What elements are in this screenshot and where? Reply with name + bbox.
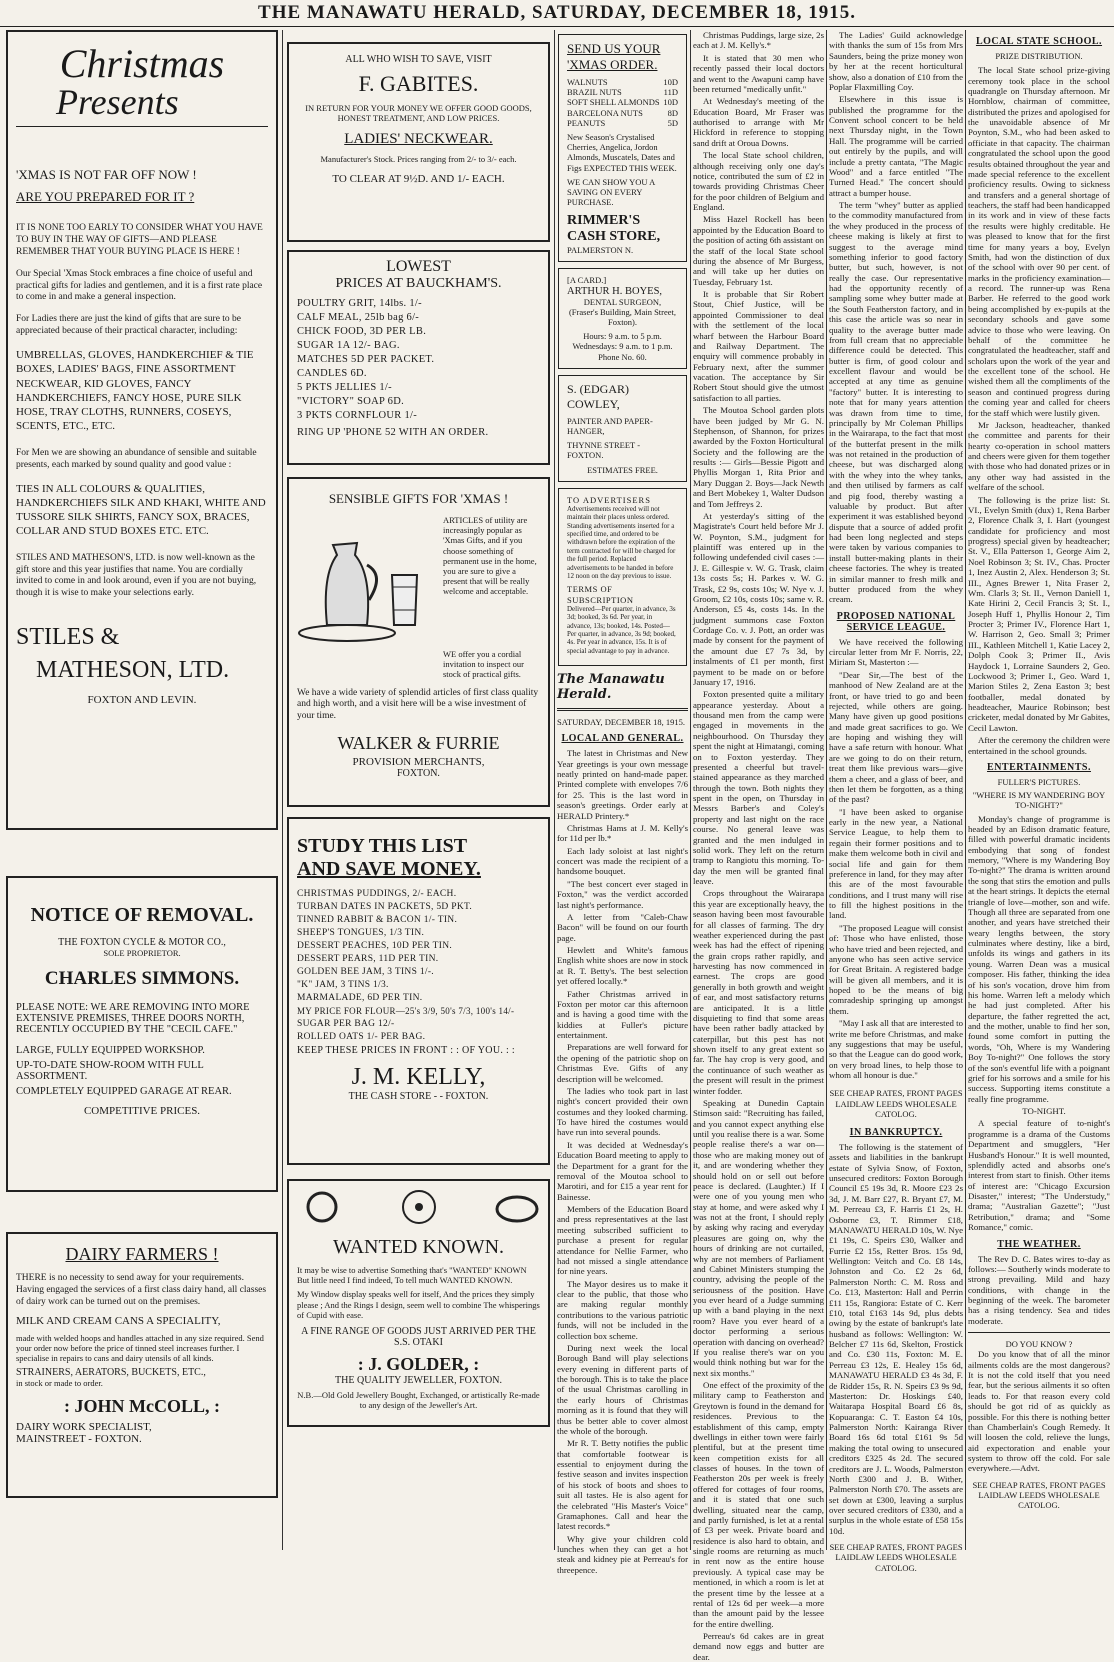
news-item: The ladies who took part in last night's concert provided their own costumes and they looked charming. To have hired the costumes would have run into several pounds. [557, 1085, 688, 1138]
kelly-ad [287, 817, 550, 1165]
walker-wide: We have a wide variety of splendid articles of first class quality and high worth, and a visit here will be a wise investment of your time. [297, 687, 539, 722]
stiles-note: STILES AND MATHESON'S, LTD. is now well-known as the gift store and this year justifies that name. You are cordially invited to come in and look around, even if you are not buying, though it is wise to make your selections early. [16, 552, 257, 599]
film-title: "WHERE IS MY WANDERING BOY TO-NIGHT?" [972, 790, 1106, 811]
dairy-address: MAINSTREET - FOXTON. [16, 1433, 142, 1446]
jewellery-icon [297, 1187, 542, 1227]
golder-name: : J. GOLDER, : [357, 1353, 480, 1374]
rimmer-item-price: 11D [663, 87, 678, 98]
firm-name-line-1: STILES & [16, 624, 120, 651]
gabites-ad [287, 42, 550, 242]
card-label: [A CARD.] [567, 275, 607, 286]
firm-name-line-2: MATHESON, LTD. [36, 657, 230, 684]
news-item: Each lady soloist at last night's concert was made the recipient of a handsome bouquet. [557, 845, 688, 877]
know-text: Do you know that of all the minor ailments colds are the most dangerous? It is not the cold itself that you need fear, but the serious ailments it so often leads to. For that reason every cold should be got rid of as quickly as possible. For this there is nothing better than Chamberlain's Cough Remedy. It will loosen the cold, relieve the lungs, aid expectoration and enable your system to throw off the cold. For sale everywhere.—Advt. [968, 1349, 1110, 1474]
bauckham-ad [287, 250, 550, 465]
nsl-para: "I have been asked to organise early in the new year, a National Service League, to help them to regain their former positions and to make them welcome both in civil and social life and gain for them preference in land, for they may after this are of the most favourable conditions, and I trust many will rise to fill the highest positions in the land. [829, 806, 963, 921]
kelly-item: TURBAN DATES IN PACKETS, 5D PKT. [297, 902, 473, 912]
bauckham-item: CALF MEAL, 25lb bag 6/- [297, 312, 420, 323]
bankruptcy-head: IN BANKRUPTCY. [849, 1126, 943, 1138]
know-head: DO YOU KNOW ? [1005, 1339, 1073, 1350]
cowley-ad [558, 375, 687, 482]
column-6 [968, 30, 1110, 1550]
news-item: Miss Hazel Rockell has been appointed by the Education Board to the position of acting 6th assistant on the staff of the local State school during the absence of Mr Burgess, and will take up her duties on Tuesday, February 1st. [693, 214, 824, 287]
school-para: After the ceremony the children were entertained in the school grounds. [968, 735, 1110, 756]
removal-name: CHARLES SIMMONS. [44, 968, 240, 990]
paper-date: SATURDAY, DECEMBER 18, 1915. [557, 717, 685, 728]
dairy-farmers-ad [6, 1232, 278, 1498]
kelly-item: ROLLED OATS 1/- PER BAG. [297, 1032, 426, 1042]
kelly-study: STUDY THIS LIST [297, 835, 468, 857]
news-item: Mr R. T. Betty notifies the public that comfortable footwear is essential to enjoyment during the festive season and invites inspection of his stock of boots and shoes to suit all tastes. He is also agent for the celebrated "His Master's Voice" Gramaphones. Call and hear the latest records.* [557, 1438, 688, 1532]
entertainments-head: ENTERTAINMENTS. [987, 761, 1091, 773]
firm-towns: FOXTON AND LEVIN. [87, 694, 197, 707]
advertisers-head: TO ADVERTISERS [567, 494, 651, 505]
weather-text: The Rev D. C. Bates wires to-day as follows:— Southerly winds moderate to strong prevailing. Mild and hazy conditions, with change in the beginning of the week. The barometer has a rising tendency. Sea and tides moderate. [968, 1253, 1110, 1326]
news-item: Elsewhere in this issue is published the programme for the Convent school concert to be held next Thursday night, in the Town Hall. The programme will be carried out entirely by the pupils, and will include a pretty cantata, "The Magic Wood" and a farce entitled "The Turned Head." The concert should attract a bumper house. [829, 94, 963, 198]
kelly-item: DESSERT PEACHES, 10D PER TIN. [297, 941, 453, 951]
removal-proprietor: SOLE PROPRIETOR. [103, 948, 181, 958]
news-item: Father Christmas arrived in Foxton per motor car this afternoon and is having a good time with the kiddies at Fuller's picture entertainment. [557, 988, 688, 1041]
news-item: The term "whey" butter as applied to the commodity manufactured from the whey produced in the process of cheese making is likely at first to suggest to the average mind something inferior to good factory butter, but such, however, is not really the case. Our representative had the opportunity recently of sampling some whey butter made at the South Featherston factory, and in this case the article was so near in quality to the average butter made from full cream that no appreciable difference could be detected. This butter is firm, of good colour and excellent flavour and would be accepted at any time as genuine "factory" butter. It is interesting to note that for many years attention was drawn from time to time, principally by Mr Coleman Phillips in the Wairarapa, to the fact that most of the butterfat present in the milk was not retained in the production of cheese, but was discharged along with the whey into the whey tanks, and then utilised by farmers as calf and pig food, thereby wasting a valuable by product. But after experiment it was established beyond dispute that a source of added profit had been long neglected and steps were taken by various companies to install butter-making plants in their cheese factories. The whey is treated in similar manner to fresh milk and butter produced from the whey cream. [829, 200, 963, 605]
dairy-made: made with welded hoops and handles attached in any size required. Send your order now before the price of tinned steel increases further. I specialise in repairs to cans and dairy utensils of all kinds. [16, 1332, 264, 1363]
bauckham-item: CHICK FOOD, 3D PER LB. [297, 326, 427, 337]
rimmer-item-price: 10D [663, 77, 678, 87]
golder-nb: N.B.—Old Gold Jewellery Bought, Exchanged, or artistically Re-made to any design of the Jeweller's Art. [297, 1389, 540, 1411]
kelly-item: "K" JAM, 3 TINS 1/3. [297, 980, 389, 990]
rimmer-item-name: SOFT SHELL ALMONDS [567, 97, 660, 108]
news-item: Members of the Education Board and press representatives at the last meeting subscribed sufficient to purchase a present for regular attendance for Nellie Farmer, who had not missed a single attendance for nine years. [557, 1204, 688, 1277]
news-item: Perreau's 6d cakes are in great demand now eggs and butter are dear. [693, 1631, 824, 1662]
school-para: The local State school prize-giving ceremony took place in the school quadrangle on Thursday afternoon. Mr Hornblow, chairman of committee, distributed the prizes and apologised for the unavoidable absence of Mr Poynton, S.M., who had been asked to officiate in that capacity. The chairman congratulated the school upon the good results obtained throughout the year and made special reference to the excellent proficiency results. Owing to sickness and transfers and a general shortage of teachers, the staff had been handicapped in its work and in view of these facts the results were highly creditable. He was pleased to know that for the first time for many years a boy, Evelyn Smith, had won the distinction of dux of the school with over 90 per cent. of marks in the proficiency examination—a record. The runner-up was Rena Barber. He referred to the good work being accomplished by ex-pupils at the secondary schools and gave some advice to those who were leaving. On behalf of the committee he congratulated the headteacher, staff and scholars upon the work of the year and the excellent tone of the school. He wished them all the compliments of the season and continued progress during the coming year and called for cheers for the staff which were lustily given. [968, 65, 1110, 418]
rimmer-item-name: PEANUTS [567, 117, 606, 128]
kelly-keep: KEEP THESE PRICES IN FRONT : : OF YOU. : : [297, 1045, 515, 1056]
kelly-store: THE CASH STORE - - FOXTON. [348, 1091, 489, 1102]
news-item: "The best concert ever staged in Foxton," was the verdict accorded last night's performance. [557, 878, 688, 910]
boyes-title: DENTAL SURGEON, [583, 296, 662, 307]
kelly-save: AND SAVE MONEY. [297, 858, 481, 880]
news-item: It is probable that Sir Robert Stout, Chief Justice, will be appointed Commissioner to deal with the settlement of the local wharf between the Harbour Board and Railway Department. The enquiry will commence probably in February next, after the summer vacation. The acceptance by Sir Robert Stout should give the utmost satisfaction to all parties. [693, 289, 824, 403]
advertisers-notice [558, 488, 687, 666]
column-rule [554, 30, 555, 1550]
bauckham-item: 3 PKTS CORNFLOUR 1/- [297, 410, 418, 421]
walker-furrie-ad [287, 477, 550, 807]
nsl-para: "The proposed League will consist of: Those who have enlisted, those who have tried and been rejected, and anyone who has seen active service for Great Britain. A registered badge will be given all members, and it is hoped to be the means of big comradeship springing up amongst them. [829, 922, 963, 1016]
cowley-estimates: ESTIMATES FREE. [587, 464, 658, 475]
rimmer-item-name: BRAZIL NUTS [567, 87, 622, 98]
removal-company: THE FOXTON CYCLE & MOTOR CO., [58, 937, 226, 948]
walker-offer: WE offer you a cordial invitation to inspect our stock of practical gifts. [443, 649, 524, 680]
rimmer-save: WE CAN SHOW YOU A SAVING ON EVERY PURCHASE. [567, 176, 655, 208]
school-para: Mr Jackson, headteacher, thanked the committee and parents for their hearty co-operation in school matters and cheers were given for them together with those who had donated prizes or in any other way had assisted in the welfare of the school. [968, 419, 1110, 493]
christmas-title: Christmas [59, 41, 225, 86]
local-general-head: LOCAL AND GENERAL. [561, 733, 684, 745]
not-far-heading: 'XMAS IS NOT FAR OFF NOW ! [16, 167, 197, 182]
removal-item-3: COMPLETELY EQUIPPED GARAGE AT REAR. [16, 1086, 232, 1098]
news-item: The Mayor desires us to make it clear to the public, that those who are making regular monthly contributions to the various patriotic funds, will not be included in the collection box scheme. [557, 1278, 688, 1341]
news-item: The Moutoa School garden plots have been judged by Mr G. N. Stephenson, of Shannon, for prizes awarded by the Foxton Horticultural Society and the following are the results :— Girls—Bessie Pigott and Phyllis Morgan 1, Rita Prior and Mary Duggan 2. Boys—Jack Newth and Bert Mobekey 1, Walter Dudson and Tom Jeffreys 2. [693, 405, 824, 509]
gabites-clear: TO CLEAR AT 9½D. AND 1/- EACH. [332, 172, 505, 185]
nsl-para: We have received the following circular letter from Mr F. Norris, 22, Miriam St, Masterton :— [829, 636, 963, 668]
news-item: The latest in Christmas and New Year greetings is your own message neatly printed on hand-made paper. Printed complete with envelopes 7/6 for 25. This is the last word in season's greetings. Order early at HERALD Printery.* [557, 748, 688, 821]
golder-text: It may be wise to advertise Something that's "WANTED" KNOWN But little need I find indeed, To tell much WANTED KNOWN. [297, 1265, 527, 1286]
nsl-article [829, 637, 963, 1081]
kelly-item: DESSERT PEARS, 11D PER TIN. [297, 954, 439, 964]
entertainments-sub: FULLER'S PICTURES. [997, 776, 1081, 787]
entertainments-article [968, 814, 1110, 1233]
kelly-item: MY PRICE FOR FLOUR—25's 3/9, 50's 7/3, 100's 14/- [297, 1006, 515, 1016]
rimmer-head: SEND US YOUR 'XMAS ORDER. [567, 41, 661, 72]
special-text: Our Special 'Xmas Stock embraces a fine choice of useful and practical gifts for ladies and gentlemen, and it is a first rate place to come in and make a general inspection. [16, 268, 263, 303]
cowley-street: THYNNE STREET - FOXTON. [567, 440, 641, 461]
golder-range: A FINE RANGE OF GOODS JUST ARRIVED PER THE S.S. OTAKI [301, 1325, 536, 1348]
weather-head: THE WEATHER. [997, 1238, 1081, 1250]
bauckham-item: CANDLES 6D. [297, 368, 367, 379]
men-text: For Men we are showing an abundance of sensible and suitable presents, each marked by sound quality and good value : [16, 447, 257, 470]
school-head: LOCAL STATE SCHOOL. [975, 36, 1103, 47]
kelly-item: TINNED RABBIT & BACON 1/- TIN. [297, 915, 458, 925]
men-list: TIES IN ALL COLOURS & QUALITIES, HANDKERCHIEFS SILK AND KHAKI, WHITE AND TUSSORE SILK SHIRTS, FANCY SOX, BRACES, COLLAR AND STUD BOXES ETC. ETC. [16, 482, 266, 538]
nsl-head: PROPOSED NATIONAL SERVICE LEAGUE. [836, 610, 956, 633]
bankruptcy-text: The following is the statement of assets and liabilities in the bankrupt estate of Sylvia Snow, of Foxton, unsecured creditors: Foxton Borough Council £5 19s 3d, R. Moore £23 2s 3d, J. M. Barr £27, R. Bryant £7, M. M. Perreau £3, F. Harris £1 2s, H. Osborne £3, T. Rimmer £18, MANAWATU HERALD 10s, W. Nye £1 19s, C. Speirs £30, Walker and Furrie £2 15s, Retter Bros. 15s 9d, Wellington: Veitch and Co. £8 14s, Johnston and Co. £2 2s 6d, Palmerston North: C. M. Ross and Co. £13, Masterton: Hall and Perrin £11 15s, Rangiora: Estate of C. Kerr £10, total £163 14s 9d, plus debts owing by the estate of bankrupt's late husband as follows: Wellington: W. Belcher £7 11s 6d, Skelton, Frostick and Co. £30 11s, Foxton: M. E. Perreau £3 12s, E. Healey 15s 6d, MANAWATU HERALD £3 4s 3d, F. de Ridder 15s, R. N. Speirs £3 9s 9d, Masterton: Dr. Hoskings £40, Waitarapa Hospital Board £6 8s, Kopuaranga: C. T. Easton £4 10s, Palmerston North: Kairanga River Board 16s 6d total £161 9s 5d making the total owing to unsecured creditors £325 4s 2d. The secured creditors are J. L. Woods, Palmerston North £300 and J. B. Wither, Palmerston North £70. The assets are set down at £300, leaving a surplus over secured creditors of £330, and a surplus in the whole estate of £58 15s 10d. [829, 1141, 963, 1536]
kelly-item: CHRISTMAS PUDDINGS, 2/- EACH. [297, 889, 457, 899]
dairy-stock: in stock or made to order. [16, 1378, 103, 1389]
removal-item-1: LARGE, FULLY EQUIPPED WORKSHOP. [16, 1045, 205, 1057]
column-5 [829, 30, 963, 1573]
walker-town: FOXTON. [397, 768, 440, 780]
cowley-trade: PAINTER AND PAPER-HANGER, [567, 415, 653, 436]
walker-name: WALKER & FURRIE [337, 733, 500, 754]
removal-item-2: UP-TO-DATE SHOW-ROOM WITH FULL ASSORTMENT. [16, 1060, 204, 1083]
ent-para: A special feature of to-night's programme is a drama of the Customs Department and smugglers, "Her Husband's Honour." It is well mounted, splendidly acted and absorbs one's interest from start to finish. Other items of interest are: "Chicago Excursion Disaster," interest; "The Understudy," drama; "Australian Gazette"; "Just Retribution," drama; and "Some Romance," comic. [968, 1118, 1110, 1233]
kelly-name: J. M. KELLY, [351, 1064, 486, 1090]
masthead: THE MANAWATU HERALD, SATURDAY, DECEMBER 18, 1915. [0, 0, 1114, 27]
column-rule [965, 30, 966, 1550]
ent-para: TO-NIGHT. [1022, 1106, 1066, 1116]
boyes-hours: Hours: 9 a.m. to 5 p.m. Wednesdays: 9 a.m. to 1 p.m. Phone No. 60. [572, 331, 673, 362]
news-item: During next week the local Borough Band will play selections every evening in different parts of the borough. This is to take the place of the usual Christmas carolling in the early hours of Christmas morning as it is found that they will thus be better able to cover almost the whole of the borough. [557, 1342, 688, 1436]
local-news [557, 748, 688, 1575]
stiles-matheson-ad [6, 30, 278, 830]
news-item: The Ladies' Guild acknowledge with thanks the sum of 15s from Mrs Saunders, being the prize money won by her at the recent horticultural show, also a donation of £10 from the Poplar Flaxmilling Coy. [829, 30, 963, 92]
ladies-text: For Ladies there are just the kind of gifts that are sure to be appreciated because of their practical character, including: [16, 314, 242, 337]
removal-title: NOTICE OF REMOVAL. [30, 904, 254, 926]
school-para: The following is the prize list: St. VI., Evelyn Smith (dux) 1, Rena Barber 2, Florence Chalk 3, I. Hart (youngest candidate for proficiency and most progress) special given by headteacher; St. V., Ella Patterson 1, George Aim 2, Noel Robinson 3; St. IV., Chas. Procter 1, Inez Austin 2, Alex. Henderson 3; St. III., Agnes Brewer 1, Nita Fraser 2, Wm. Clarls 3; St. II., Vernon Daniell 1, Kate Hirini 2, Cecil Francis 3; St. I., Joseph Huff 1, Phyllis Honour 2, Tim Procter 3; Primer IV., Florence Hart 1, W. Harrison 2, Geo. Small 3; Primer III., Kathleen Mitchell 1, Katie Lacey 2, Dolph Cook 3; Primer II., Avis Haydock 1, Lorraine Saunders 2, Geo. Lockwood 3; Primer I., Geo. Ward 1, Marion Stiles 2, Zena Easton 3; best footballer, medal donated by headteacher, Maurice Robinson; best cricketer, medal donated by Mr Gabites, Cecil Lawton. [968, 494, 1110, 733]
column-rule [282, 30, 283, 1550]
subscription-head: TERMS OF SUBSCRIPTION [567, 584, 634, 605]
removal-item-4: COMPETITIVE PRICES. [83, 1105, 201, 1118]
presents-title: Presents [56, 82, 179, 122]
column-3 [557, 30, 688, 1575]
rimmer-text: New Season's Crystalised Cherries, Angelica, Jordon Almonds, Muscatels, Dates and Figs EXPECTED THIS WEEK. [567, 131, 677, 173]
walker-text: ARTICLES of utility are increasingly popular as 'Xmas Gifts, and if you choose something of permanent use in the home, you are sure to give a present that will be really welcome and acceptable. [443, 515, 537, 597]
dairy-title: DAIRY FARMERS ! [65, 1244, 219, 1264]
ladies-list: UMBRELLAS, GLOVES, HANDKERCHIEF & TIE BOXES, LADIES' BAGS, FINE ASSORTMENT NECKWEAR, KID GLOVES, FANCY HANDKERCHIEFS, FANCY HOSE, PURE SILK HOSE, TRAY CLOTHS, RUNNERS, COSEYS, SCENTS, ETC., ETC. [16, 349, 254, 433]
news-item: Christmas Puddings, large size, 2s each at J. M. Kelly's.* [693, 30, 824, 51]
removal-notice-ad [6, 876, 278, 1192]
dairy-name: : JOHN McCOLL, : [64, 1396, 220, 1417]
news-item: It was decided at Wednesday's Education Board meeting to apply to the Department for a grant for the removal of the Moutoa school to Marotiri, and for £15 a year rent for Bainesse. [557, 1139, 688, 1202]
jug-and-basin-icon [297, 515, 437, 645]
news-item: One effect of the proximity of the military camp to Featherston and Greytown is found in the demand for residences. Previous to the establishment of this camp, empty dwellings in either town were fairly plentiful, but at the present time keen competition exists for all classes of houses. In the town of Featherston 20s per week is freely offered for cottages of four rooms, and it is stated that one such dwelling, situated near the camp, and partly furnished, is let at a rental of £3 per week. Private board and residence is also hard to obtain, and single rooms are returning as much in rent now as the entire house previously. A typical case may be mentioned, in which a room is let at the present time by the lessee at a rental of 12s 6d per week—a more than the amount paid by the lessee for the entire dwelling. [693, 1380, 824, 1629]
news-item: Speaking at Dunedin Captain Stimson said: "Recruiting has failed, and you cannot expect anything else until you realise there is a war. Some people realise there's a war on—those who are making money out of it, and are wondering whether they should hold on or sell out before peace is declared. (Laughter.) If I were one of you young men who stay at home, and were asked why I was not at the front, I should reply by asking why racing and everyday pleasures are going on, why the hours of drinking are not curtailed, why are not members of Parliament and Cabinet Ministers stumping the country, advising the people of the seriousness of the position. Have you ever heard of a Judge summing up with a band playing in the next room? Have you ever heard of a doctor performing a serious operation with dancing on overhead? If you realise there's war on you would think nothing but war for the next six months." [693, 1097, 824, 1378]
bauckham-item: POULTRY GRIT, 14lbs. 1/- [297, 298, 422, 309]
gabites-return: IN RETURN FOR YOUR MONEY WE OFFER GOOD GOODS, HONEST TREATMENT, AND LOW PRICES. [305, 103, 532, 124]
kelly-item: GOLDEN BEE JAM, 3 TINS 1/-. [297, 967, 434, 977]
gabites-neckwear: LADIES' NECKWEAR. [344, 131, 493, 148]
school-sub: PRIZE DISTRIBUTION. [995, 51, 1083, 61]
gabites-name: F. GABITES. [358, 71, 479, 96]
column-rule [690, 30, 691, 1550]
kelly-item: MARMALADE, 6D PER TIN. [297, 993, 423, 1003]
gabites-stock: Manufacturer's Stock. Prices ranging from 2/- to 3/- each. [320, 154, 517, 165]
rimmer-item-price: 8D [667, 107, 678, 118]
column-4-news [693, 30, 824, 1662]
paper-title: The Manawatu Herald. [557, 672, 665, 703]
rimmer-name: RIMMER'S CASH STORE, [567, 213, 661, 245]
dairy-strainers: STRAINERS, AERATORS, BUCKETS, ETC., [16, 1367, 206, 1379]
bauckham-ring: RING UP 'PHONE 52 WITH AN ORDER. [297, 427, 489, 438]
prepared-heading: ARE YOU PREPARED FOR IT ? [16, 189, 195, 204]
golder-head: WANTED KNOWN. [332, 1236, 505, 1258]
bauckham-item: MATCHES 5D PER PACKET. [297, 354, 435, 365]
rimmer-item-price: 10D [663, 97, 678, 108]
kelly-item: SHEEP'S TONGUES, 1/3 TIN. [297, 928, 425, 938]
rimmer-town: PALMERSTON N. [567, 245, 634, 256]
golder-ad [287, 1179, 550, 1427]
golder-poem: My Window display speaks well for itself, And the prices they simply please ; And the Rings I design, seem well to combine The whisperings of Cupid with ease. [297, 1289, 540, 1320]
news-item: The local State school children, although receiving only one day's notice, contributed the sum of £2 in towards providing Christmas Cheer for the poor children of Belgium and England. [693, 150, 824, 212]
advertisers-text: Advertisements received will not maintain their places unless ordered. Standing advertisements inserted for a specified time, and ordered to be withdrawn before the expiration of the term contracted for will be charged for the full period. Replaced advertisements to be handed in before 12 noon on the day previous to issue. [567, 504, 676, 580]
news-item: Foxton presented quite a military appearance yesterday. About a thousand men from the camp were engaged in movements in the neighbourhood. On Thursday they spent the night at Himatangi, coming on to Foxton yesterday. They presented a cheerful but travel-stained appearance as they marched through the town. Both nights they spent in the open, on Thursday in Messrs Barber's and Coley's property and last night on the race course. No general leave was granted and the men indulged in solid work. They left on the return tramp to Rangiotu this morning. To-day the men will be granted final leave. [693, 689, 824, 886]
school-article [968, 65, 1110, 756]
cheap-rates: SEE CHEAP RATES, FRONT PAGES LAIDLAW LEEDS WHOLESALE CATOLOG. [972, 1479, 1106, 1511]
boyes-card [558, 268, 687, 368]
news-item: A letter from "Caleb-Chaw Bacon" will be found on our fourth page. [557, 911, 688, 943]
dairy-milk: MILK AND CREAM CANS A SPECIALITY, [16, 1314, 221, 1327]
subscription-text: Delivered—Per quarter, in advance, 3s 3d; booked, 3s 6d. Per year, in advance, 13s; booked, 14s. Posted—Per quarter, in advance, 3s 9d; booked, 4s. Per year in advance, 15s. It is of special advantage to pay in advance. [567, 604, 676, 655]
column-2 [285, 30, 552, 1550]
nsl-para: "Dear Sir,—The best of the manhood of New Zealand are at the front, or have tried to go and been rejected, while others are going. Many have given up good positions and made great sacrifices to go. We are hoping and wishing they will have a safe return with honour. What are we going to do on their return, treat them like previous wars—give them a cheer, and a glass of beer, and then let them be forgotten, as a thing of the past? [829, 669, 963, 805]
golder-jeweller: THE QUALITY JEWELLER, FOXTON. [335, 1374, 502, 1386]
bauckham-lowest: LOWEST [386, 258, 451, 275]
boyes-name: ARTHUR H. BOYES, [567, 285, 663, 297]
ent-para: Monday's change of programme is headed by an Edison dramatic feature, filled with powerful dramatic incidents embodying that song of fondest memory, "Where is my Wandering Boy To-night?" The drama is written around the song that stirs the emotion and pulls at the heart strings. It depicts the eternal triangle of love—mother, son and wife. Though all three are separated from one another, and years have stretched their weary lengths between, the story culminates where destiny, like a bird, unfolds its wings and gathers in its young. Warren Dean was a musical composer. His father, thinking the idea of his son's vocation, drove him from his home. Warren left a melody which he had just completed. After his departure, the father regretted the act, and the mother, unable to find her son, found some comfort in putting the words, "Oh, Where is my Wandering Boy To-night?" One follows the story of the son's eventful life with a poignant grief for his sorrows and a smile for his success. Supporting items constitute a really fine programme. [968, 813, 1110, 1104]
news-item: At Wednesday's meeting of the Education Board, Mr Fraser was authorised to arrange with Mr Hickford in reference to stopping sand drift at Oroua Downs. [693, 96, 824, 148]
bauckham-item: 5 PKTS JELLIES 1/- [297, 382, 392, 393]
news-item: Hewlett and White's famous English white shoes are now in stock at R. T. Betty's. The best selection yet offered locally.* [557, 945, 688, 987]
column-4 [693, 30, 824, 1662]
bauckham-prices: PRICES AT BAUCKHAM'S. [335, 276, 502, 291]
cheap-rates: SEE CHEAP RATES, FRONT PAGES LAIDLAW LEEDS WHOLESALE CATOLOG. [829, 1088, 963, 1119]
walker-head: SENSIBLE GIFTS FOR 'XMAS ! [328, 491, 509, 506]
column-1 [4, 30, 280, 1550]
news-item: Preparations are well forward for the opening of the patriotic shop on Christmas Eve. Gifts of any description will be welcomed. [557, 1042, 688, 1084]
removal-note: PLEASE NOTE: WE ARE REMOVING INTO MORE EXTENSIVE PREMISES, THREE DOORS NORTH, RECENTLY OCCUPIED BY THE "CECIL CAFE." [16, 1002, 250, 1036]
news-item: It is stated that 30 men who recently passed their local doctors and went to the Awapuni camp have been returned "medically unfit." [693, 52, 824, 94]
intro-text: IT IS NONE TOO EARLY TO CONSIDER WHAT YOU HAVE TO BUY IN THE WAY OF GIFTS—AND PLEASE REMEMBER THAT YOUR BUYING PLACE IS HERE ! [16, 223, 263, 257]
gabites-head: ALL WHO WISH TO SAVE, VISIT [345, 54, 492, 65]
walker-provision: PROVISION MERCHANTS, [352, 756, 485, 769]
rimmer-ad [558, 34, 687, 262]
kelly-item: SUGAR PER BAG 12/- [297, 1019, 395, 1029]
cheap-rates: SEE CHEAP RATES, FRONT PAGES LAIDLAW LEEDS WHOLESALE CATOLOG. [829, 1542, 963, 1573]
boyes-address: (Fraser's Building, Main Street, Foxton). [568, 306, 677, 327]
bauckham-item: SUGAR 1A 12/- BAG. [297, 340, 400, 351]
rimmer-item-price: 5D [667, 117, 678, 128]
dairy-specialist: DAIRY WORK SPECIALIST, [16, 1421, 152, 1434]
rimmer-item-name: BARCELONA NUTS [567, 107, 643, 118]
news-item: At yesterday's sitting of the Magistrate's Court held before Mr J. W. Poynton, S.M., judgment for plaintiff was entered up in the following undefended civil cases :— J. E. Gillespie v. W. G. Trask, claim 13s costs 5s; H. Parkes v. W. G. Trask, £2 9s, costs 10s; W. Nye v. J. Groom, £2 10s, costs 10s; same v. R. Anderson, £5 4s, costs 14s. In the judgment summons case Foxton Cordage Co. v. J. Pott, an order was made by consent for the payment of the amount due £7 7s 3d, by instalments of £1 per month, first payment to be made on or before January 17, 1916. [693, 510, 824, 687]
bauckham-item: "VICTORY" SOAP 6D. [297, 396, 405, 407]
dairy-text: THERE is no necessity to send away for your requirements. Having engaged the services of a first class dairy hand, all classes of dairy work can be turned out on the premises. [16, 1273, 267, 1307]
rimmer-item-name: WALNUTS [567, 77, 608, 87]
cowley-name: S. (EDGAR) COWLEY, [567, 381, 629, 411]
column-rule [826, 30, 827, 1550]
news-item: Crops throughout the Wairarapa this year are exceptionally heavy, the season having been most favourable for all classes of farming. The dry weather experienced during the past week has had the effect of ripening the grain crops rather rapidly, and harvesting has now commenced in earnest. The crops are good generally in both growth and weight of ear, and most satisfactory returns are anticipated. It is a little disquieting to find that some areas have been rather badly attacked by caterpillar, but this pest has not shown itself to any great extent so far. The hay crop is very good, and the continuance of such weather as the present will result in the primest winter fodder. [693, 888, 824, 1096]
column-5-news [829, 30, 963, 605]
news-item: Christmas Hams at J. M. Kelly's for 11d per lb.* [557, 822, 688, 844]
news-item: Why give your children cold lunches when they can get a hot steak and kidney pie at Perreau's for threepence. [557, 1533, 688, 1575]
nsl-para: "May I ask all that are interested to write me before Christmas, and make any suggestions that may be useful, so that the League can do good work, on very broad lines, to help those to whom all honour is due." [829, 1018, 963, 1080]
